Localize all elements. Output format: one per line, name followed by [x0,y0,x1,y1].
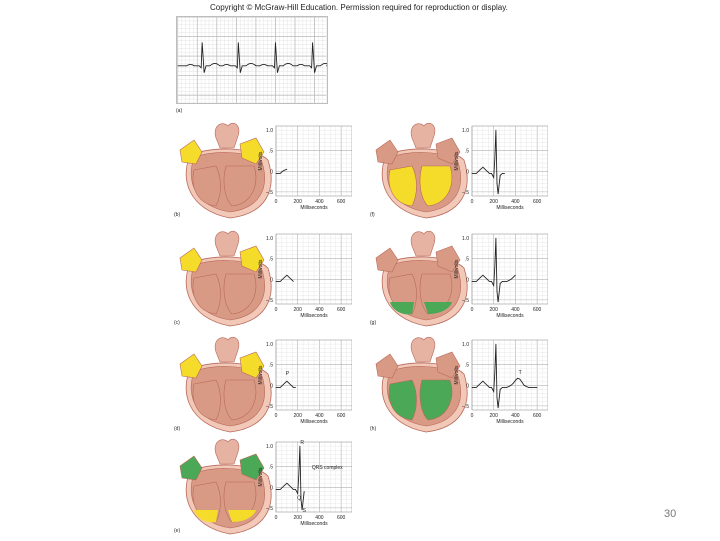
y-axis-label: Millivolts [454,259,460,279]
x-tick-label: 0 [470,413,474,419]
x-tick-label: 600 [532,307,542,313]
ecg-data-point [289,383,290,384]
y-tick-label: .5 [268,464,273,471]
y-tick-label: 1.0 [266,342,273,349]
x-tick-label: 0 [274,199,278,205]
ecg-data-point [278,173,279,174]
ecg-data-point [480,277,481,278]
ecg-data-point [500,175,501,176]
ecg-data-point [478,171,479,172]
aorta-shape [215,123,239,148]
panel-h [368,332,548,434]
ecg-data-point [280,387,281,388]
ecg-data-point [291,487,292,488]
ecg-data-point [489,173,490,174]
ecg-data-point [282,171,283,172]
ecg-data-point [485,277,486,278]
panel-label: (b) [174,212,181,218]
y-axis-label: Millivolts [258,259,264,279]
x-axis-label: Milliseconds [300,313,328,319]
panel-figure [172,226,352,328]
x-tick-label: 400 [315,515,324,521]
ecg-trace-line [276,275,293,281]
ecg-data-point [485,383,486,384]
ecg-data-point [511,279,512,280]
x-tick-label: 600 [336,413,346,419]
ecg-data-point [474,281,475,282]
ecg-data-point [289,277,290,278]
ecg-data-point [278,387,279,388]
panel-figure [368,226,548,328]
panel-d [172,332,352,434]
y-tick-label: .5 [268,256,273,263]
ecg-data-point [526,386,527,387]
repolarizing-apex-shape [390,302,414,314]
ecg-data-point [487,279,488,280]
ecg-data-point [487,171,488,172]
ecg-data-point [494,159,495,160]
x-axis-label: Milliseconds [496,313,524,319]
ecg-data-point [498,302,499,303]
ecg-data-point [287,169,288,170]
copyright-notice: Copyright © McGraw-Hill Education. Permission required for reproduction or display. [210,3,508,12]
ecg-data-point [282,487,283,488]
ecg-data-point [509,386,510,387]
y-tick-label: –.5 [266,505,273,512]
x-axis-label: Milliseconds [300,521,328,527]
ecg-data-point [480,383,481,384]
ecg-data-point [502,281,503,282]
ecg-data-point [278,489,279,490]
waveform-annotation: R [300,440,305,447]
ecg-data-point [528,387,529,388]
x-tick-label: 600 [532,413,542,419]
y-tick-label: –.5 [266,403,273,410]
x-axis-label: Milliseconds [496,419,524,425]
aorta-shape [215,439,239,464]
ecg-data-point [280,489,281,490]
ecg-data-point [509,280,510,281]
y-axis-label: Millivolts [258,151,264,171]
y-tick-label: 1.0 [266,444,273,451]
ecg-data-point [276,173,277,174]
ecg-chart [258,440,352,527]
y-tick-label: –.5 [266,189,273,196]
x-tick-label: 400 [315,413,324,419]
y-tick-label: 0 [466,169,469,176]
ecg-data-point [276,281,277,282]
ecg-data-point [280,173,281,174]
ecg-data-point [483,275,484,276]
ecg-data-point [287,381,288,382]
ecg-data-point [522,382,523,383]
ecg-data-point [472,173,473,174]
x-tick-label: 400 [315,199,324,205]
depolarizing-apex-shape [194,510,218,522]
panel-label: (e) [174,528,181,534]
panel-b [172,118,352,220]
y-tick-label: –.5 [462,403,469,410]
y-tick-label: .5 [268,148,273,155]
ecg-data-point [304,491,305,492]
y-tick-label: –.5 [266,297,273,304]
ecg-data-point [493,177,494,178]
y-tick-label: 0 [466,277,469,284]
ecg-data-point [298,475,299,476]
ecg-data-point [284,170,285,171]
ecg-data-point [476,281,477,282]
x-axis-label: Milliseconds [300,205,328,211]
x-tick-label: 0 [470,199,474,205]
panel-g [368,226,548,328]
y-tick-label: 1.0 [266,236,273,243]
aorta-shape [215,231,239,256]
x-tick-label: 200 [293,515,302,521]
ecg-data-point [504,173,505,174]
panel-figure [172,434,352,536]
ecg-data-point [494,373,495,374]
waveform-annotation: S [302,508,306,514]
x-tick-label: 200 [293,307,302,313]
y-tick-label: 0 [270,277,273,284]
y-tick-label: .5 [464,256,469,263]
aorta-shape [411,123,435,148]
ecg-chart [454,126,548,211]
x-axis-label: Milliseconds [300,419,328,425]
waveform-annotation: QRS complex [311,464,343,471]
aorta-shape [411,337,435,362]
ecg-data-point [497,397,498,398]
ecg-data-point [485,169,486,170]
strip-grid [178,17,327,103]
ecg-trace-line [276,381,296,387]
ecg-data-point [287,275,288,276]
y-tick-label: –.5 [462,297,469,304]
strip-trace [178,42,328,72]
x-tick-label: 600 [336,199,346,205]
waveform-annotation: T [518,369,522,376]
ecg-data-point [293,387,294,388]
panel-figure [172,118,352,220]
ecg-data-point [515,380,516,381]
x-axis-label: Milliseconds [496,205,524,211]
y-axis-label: Millivolts [258,365,264,385]
ecg-data-point [511,385,512,386]
ecg-strip-chart [176,16,328,104]
ecg-data-point [498,194,499,195]
x-tick-label: 200 [489,307,498,313]
ecg-data-point [515,275,516,276]
ecg-data-point [489,387,490,388]
x-tick-label: 400 [315,307,324,313]
ecg-data-point [500,389,501,390]
y-tick-label: 0 [270,169,273,176]
y-axis-label: Millivolts [258,467,264,487]
ecg-data-point [502,387,503,388]
x-tick-label: 400 [511,413,520,419]
x-tick-label: 600 [532,199,542,205]
ecg-data-point [291,385,292,386]
ecg-data-point [524,385,525,386]
ecg-data-point [284,485,285,486]
panel-c [172,226,352,328]
x-tick-label: 200 [293,199,302,205]
aorta-shape [411,231,435,256]
x-tick-label: 400 [511,307,520,313]
ecg-data-point [517,378,518,379]
x-tick-label: 200 [489,413,498,419]
y-tick-label: .5 [464,362,469,369]
ecg-chart [258,340,352,425]
ecg-data-point [293,281,294,282]
panel-label: (h) [370,426,377,432]
ecg-data-point [513,277,514,278]
x-tick-label: 600 [336,307,346,313]
ecg-data-point [472,281,473,282]
y-axis-label: Millivolts [454,365,460,385]
ecg-data-point [472,387,473,388]
ecg-data-point [476,387,477,388]
ecg-data-point [496,344,497,345]
ecg-data-point [504,281,505,282]
x-tick-label: 0 [274,307,278,313]
ecg-data-point [476,173,477,174]
x-tick-label: 600 [336,515,346,521]
ecg-data-point [278,281,279,282]
ecg-data-point [532,387,533,388]
ecg-data-point [519,379,520,380]
x-tick-label: 0 [274,515,278,521]
ecg-data-point [297,493,298,494]
panel-label: (g) [370,320,377,326]
ecg-data-point [506,387,507,388]
ecg-data-point [282,279,283,280]
ecg-data-point [480,169,481,170]
strip-label: (a) [176,108,183,114]
ecg-chart [454,234,548,319]
ecg-data-point [496,238,497,239]
ecg-data-point [474,173,475,174]
x-tick-label: 0 [274,413,278,419]
panel-figure [368,332,548,434]
y-tick-label: 1.0 [462,236,469,243]
panel-label: (f) [370,212,375,218]
ecg-data-point [489,281,490,282]
ecg-data-point [289,485,290,486]
ecg-data-point [282,385,283,386]
ecg-data-point [494,267,495,268]
ecg-data-point [502,173,503,174]
y-tick-label: 0 [466,383,469,390]
ecg-data-point [478,385,479,386]
y-tick-label: .5 [268,362,273,369]
aorta-shape [215,337,239,362]
x-tick-label: 200 [293,413,302,419]
ecg-data-point [493,285,494,286]
ecg-data-point [506,281,507,282]
ecg-data-point [497,291,498,292]
y-tick-label: .5 [464,148,469,155]
page-number: 30 [664,508,677,520]
ecg-data-point [291,279,292,280]
ecg-data-point [295,489,296,490]
waveform-annotation: P [285,371,290,377]
ecg-data-point [487,385,488,386]
ecg-data-point [483,167,484,168]
y-tick-label: 0 [270,383,273,390]
y-tick-label: 1.0 [462,342,469,349]
ecg-data-point [284,383,285,384]
ecg-data-point [498,408,499,409]
ecg-data-point [276,489,277,490]
panel-f [368,118,548,220]
ecg-data-point [478,279,479,280]
ecg-data-point [287,483,288,484]
y-tick-label: 1.0 [462,128,469,135]
ecg-chart [454,340,548,425]
ecg-data-point [504,387,505,388]
ecg-data-point [491,387,492,388]
x-tick-label: 400 [511,199,520,205]
y-tick-label: 1.0 [266,128,273,135]
ecg-chart [258,234,352,319]
ecg-data-point [497,183,498,184]
x-tick-label: 200 [489,199,498,205]
panel-figure [172,332,352,434]
ecg-data-point [284,277,285,278]
panel-figure [368,118,548,220]
ecg-data-point [496,130,497,131]
ecg-data-point [474,387,475,388]
ecg-data-point [491,173,492,174]
ecg-data-point [276,387,277,388]
panel-label: (c) [174,320,180,326]
waveform-annotation: Q [297,495,302,502]
ecg-data-point [491,281,492,282]
x-tick-label: 0 [470,307,474,313]
y-tick-label: –.5 [462,189,469,196]
y-tick-label: 0 [270,485,273,492]
panel-label: (d) [174,426,181,432]
y-axis-label: Millivolts [454,151,460,171]
ecg-chart [258,126,352,211]
ecg-data-point [513,383,514,384]
ecg-data-point [295,387,296,388]
ecg-data-point [493,391,494,392]
ecg-data-point [293,489,294,490]
panel-e [172,434,352,536]
ecg-data-point [280,281,281,282]
ecg-data-point [537,387,538,388]
ecg-data-point [483,381,484,382]
ecg-data-point [500,283,501,284]
